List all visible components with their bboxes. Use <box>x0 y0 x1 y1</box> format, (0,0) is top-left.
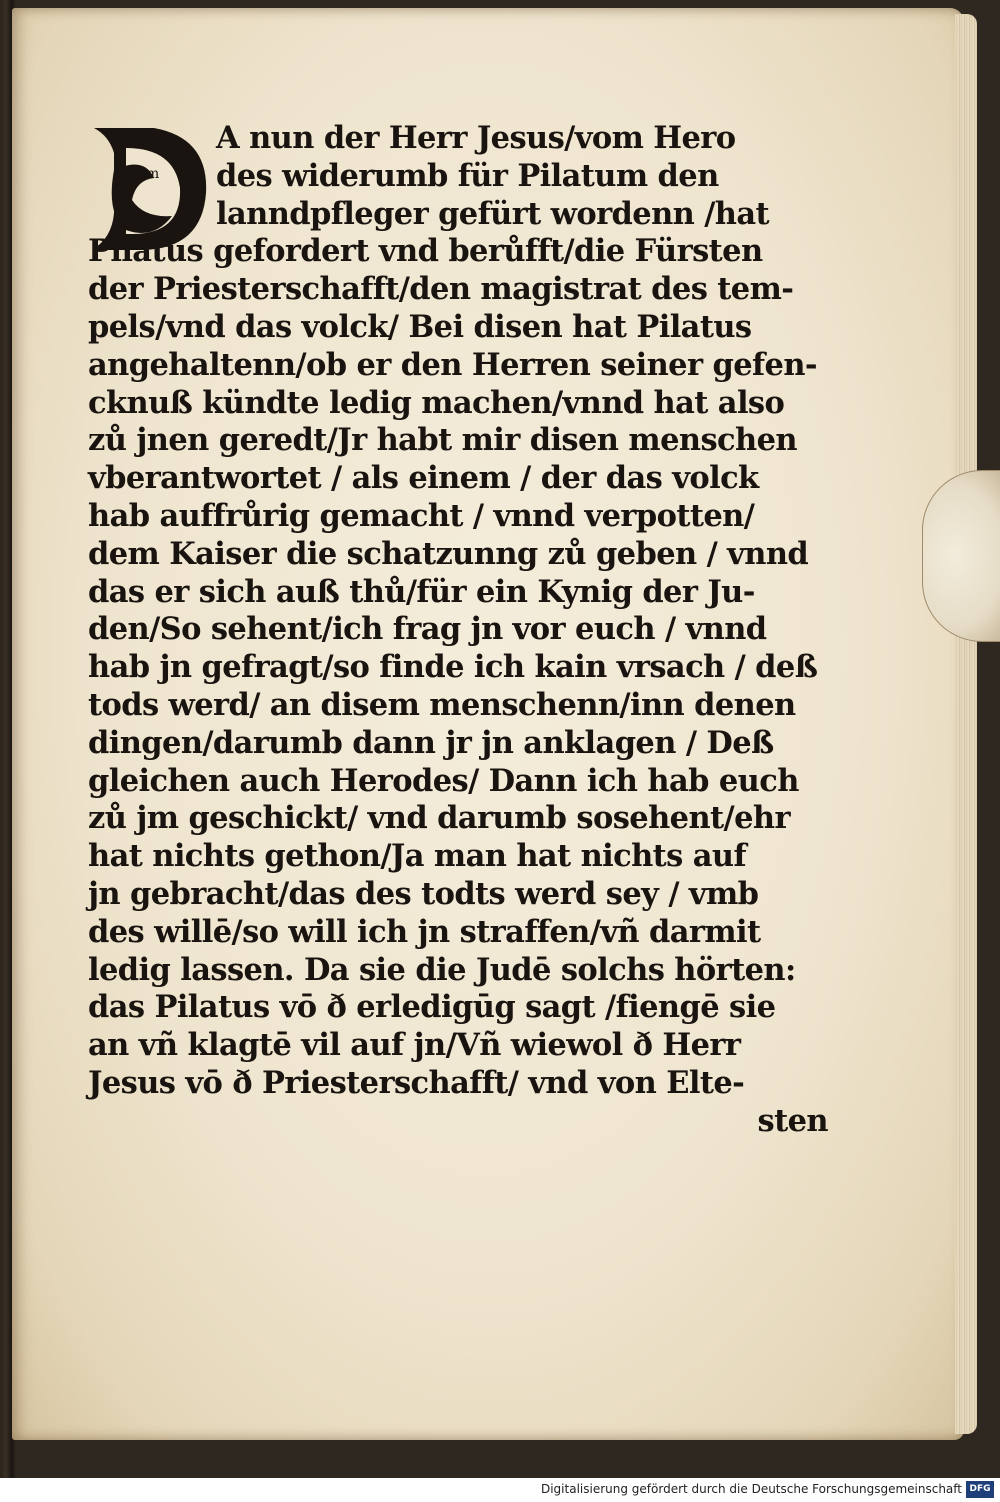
text-line: des widerumb für Pilatum den <box>216 157 719 194</box>
text-line: hab auffrůrig gemacht / vnnd verpotten/ <box>88 497 755 534</box>
text-line: das er sich auß thů/für ein Kynig der Ju- <box>88 573 755 610</box>
text-line: zů jm geschickt/ vnd darumb sosehent/ehr <box>88 800 790 837</box>
text-line: das Pilatus vō ð erledigūg sagt /fiengē sie <box>88 989 776 1026</box>
text-line: den/So sehent/ich frag jn vor euch / vnnd <box>88 611 767 648</box>
dfg-logo-icon: DFG <box>966 1481 994 1498</box>
text-line: hab jn gefragt/so finde ich kain vrsach / deß <box>88 649 818 686</box>
footer-bar <box>0 1478 1000 1502</box>
text-line: Pilatus gefordert vnd berůfft/die Fürsten <box>88 233 763 270</box>
text-line: an vñ klagtē vil auf jn/Vñ wiewol ð Herr <box>88 1027 741 1064</box>
text-line: hat nichts gethon/Ja man hat nichts auf <box>88 838 747 875</box>
text-line: des willē/so will ich jn straffen/vñ darmit <box>88 913 761 950</box>
text-line: lanndpfleger gefürt wordenn /hat <box>216 195 770 232</box>
text-line: tods werd/ an disem menschenn/inn denen <box>88 686 796 723</box>
text-line: vberantwortet / als einem / der das volck <box>88 460 759 497</box>
svg-text:m: m <box>146 166 160 182</box>
page-text <box>88 120 828 1141</box>
text-line: A nun der Herr Jesus/vom Hero <box>216 120 736 156</box>
funding-credit: Digitalisierung gefördert durch die Deutsche Forschungsgemeinschaft <box>540 1482 962 1496</box>
catchword: sten <box>757 1102 828 1139</box>
text-line: gleichen auch Herodes/ Dann ich hab euch <box>88 762 799 799</box>
text-line: der Priesterschafft/den magistrat des tem- <box>88 271 794 308</box>
text-line: zů jnen geredt/Jr habt mir disen menschen <box>88 422 797 459</box>
text-line: dingen/darumb dann jr jn anklagen / Deß <box>88 724 774 761</box>
text-line: jn gebracht/das des todts werd sey / vmb <box>88 875 759 912</box>
text-line: dem Kaiser die schatzunng zů geben / vnnd <box>88 535 809 572</box>
text-line: cknuß kündte ledig machen/vnnd hat also <box>88 384 785 421</box>
text-line: pels/vnd das volck/ Bei disen hat Pilatus <box>88 308 752 345</box>
page-edges <box>955 14 977 1434</box>
book-clasp <box>922 470 1000 642</box>
text-line: ledig lassen. Da sie die Judē solchs hörten: <box>88 951 796 988</box>
text-line: angehaltenn/ob er den Herren seiner gefen- <box>88 346 817 383</box>
text-line: Jesus vō ð Priesterschafft/ vnd von Elte- <box>88 1064 745 1101</box>
